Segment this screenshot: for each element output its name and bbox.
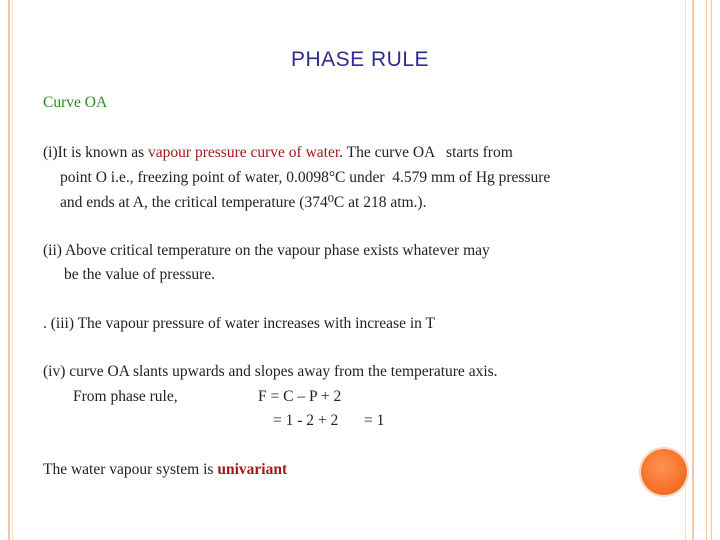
phase-rule-label: From phase rule, bbox=[73, 388, 178, 405]
conclusion bbox=[43, 461, 287, 479]
phase-rule-substitution: = 1 - 2 + 2 bbox=[273, 412, 339, 429]
curve-heading: Curve OA bbox=[43, 94, 108, 111]
point-ii-line-1: (ii) Above critical temperature on the vapour phase exists whatever may bbox=[43, 242, 490, 259]
conclusion-prefix: The water vapour system is bbox=[43, 461, 218, 478]
decorative-orange-circle bbox=[641, 449, 687, 495]
point-i-prefix: (i)It is known as bbox=[43, 144, 149, 161]
point-iv-line-1: (iv) curve OA slants upwards and slopes away from the temperature axis. bbox=[43, 363, 498, 380]
point-i-line-2: point O i.e., freezing point of water, 0.0098°C under 4.579 mm of Hg pressure bbox=[60, 169, 551, 186]
point-i-line-1 bbox=[43, 144, 513, 162]
phase-rule-result: = 1 bbox=[364, 412, 385, 429]
phase-rule-equation: F = C – P + 2 bbox=[258, 388, 342, 405]
slide-edge-bar bbox=[706, 0, 712, 540]
conclusion-highlight: univariant bbox=[217, 461, 288, 478]
point-i-suffix: . The curve OA starts from bbox=[339, 144, 513, 161]
point-i-highlight: vapour pressure curve of water bbox=[148, 144, 340, 161]
point-ii-line-2: be the value of pressure. bbox=[64, 266, 216, 283]
slide-title: PHASE RULE bbox=[290, 48, 430, 71]
point-i-line-3: and ends at A, the critical temperature (374⁰C at 218 atm.). bbox=[60, 194, 427, 211]
point-iii: . (iii) The vapour pressure of water increases with increase in T bbox=[43, 315, 435, 332]
